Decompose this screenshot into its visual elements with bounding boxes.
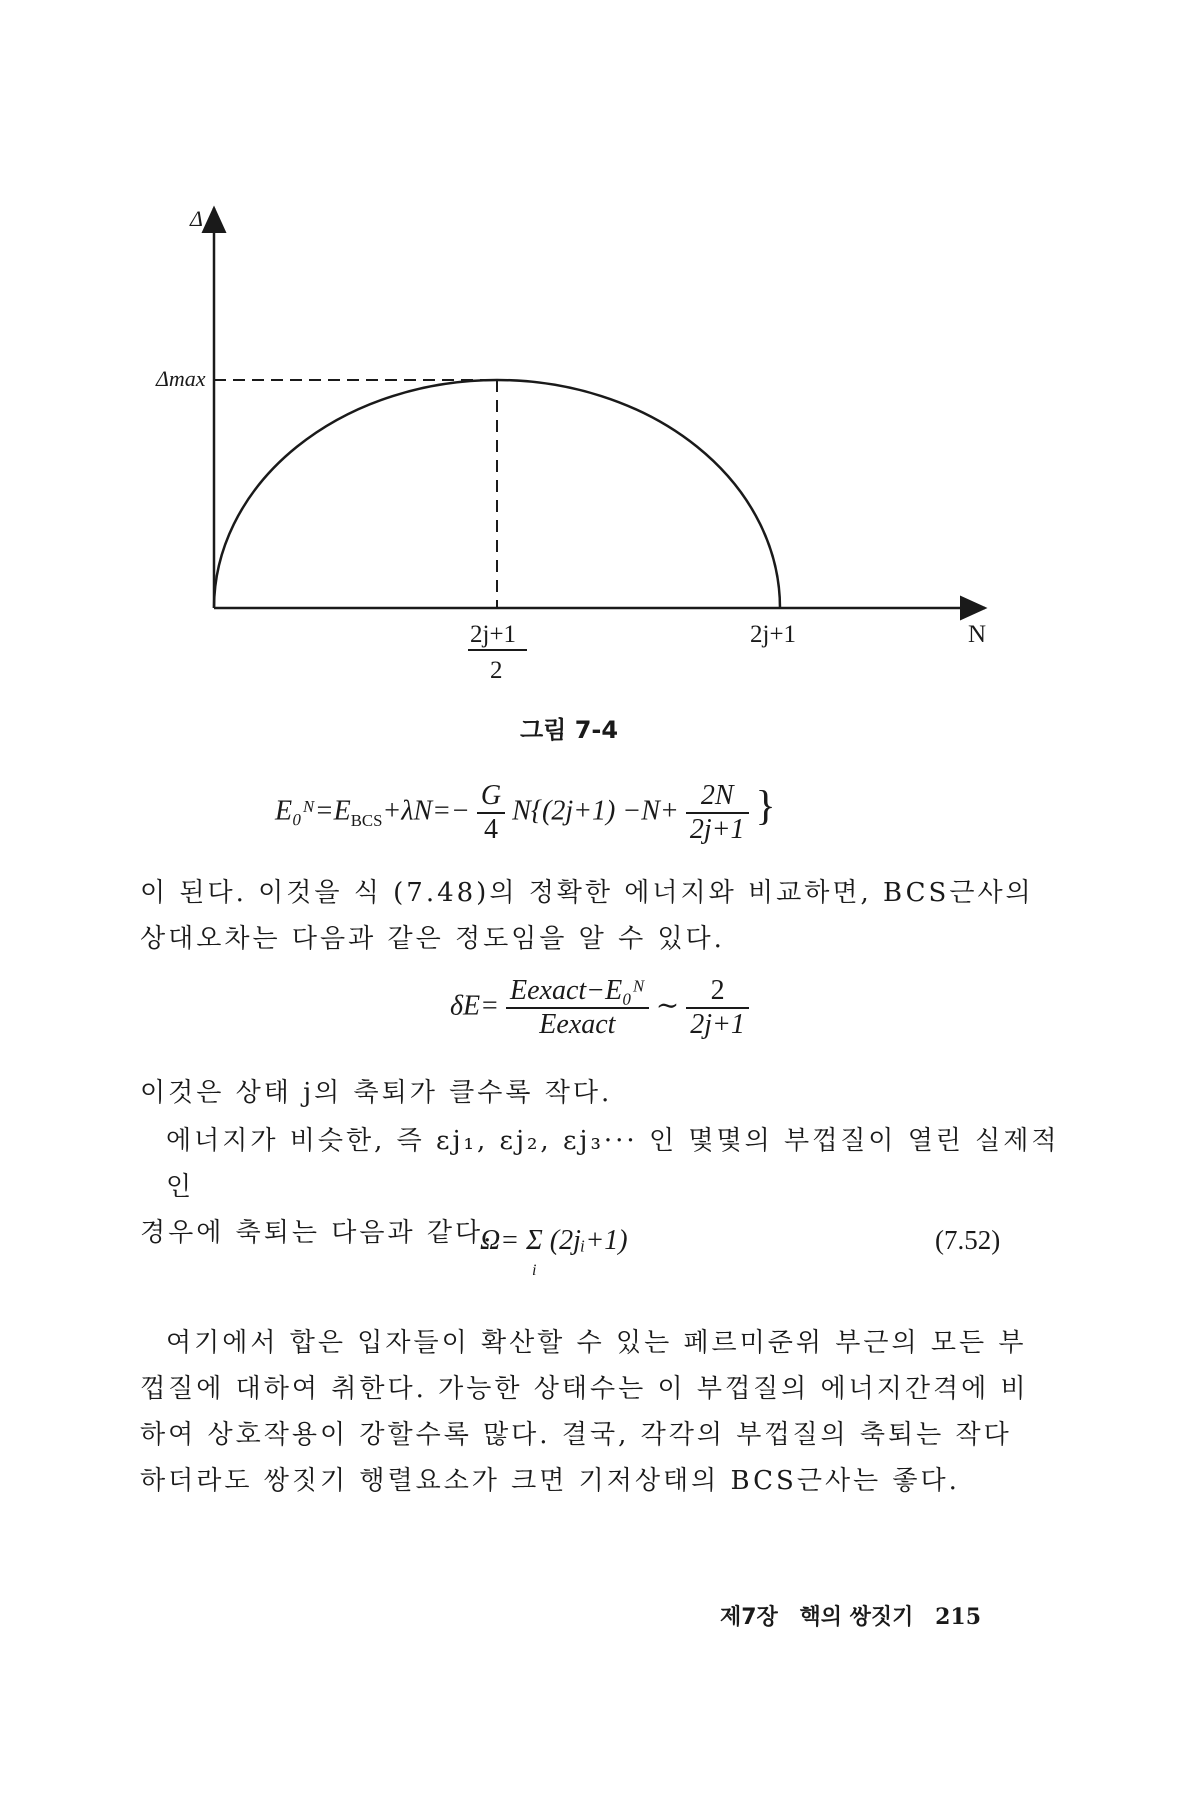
paragraph-4-line-1: 여기에서 합은 입자들이 확산할 수 있는 페르미준위 부근의 모든 부 [166, 1328, 1027, 1358]
eq1-bcs-subscript: BCS [350, 811, 383, 831]
page-footer [720, 1600, 981, 1631]
paragraph-4-line-3: 하여 상호작용이 강할수록 많다. 결국, 각각의 부껍질의 축퇴는 작다 [140, 1420, 1012, 1450]
figure-7-4 [150, 200, 1010, 680]
eq2-approx: ∼ [655, 990, 680, 1022]
figure-caption: 그림 7-4 [520, 716, 619, 744]
page-number: 215 [935, 1604, 982, 1630]
x-tick-mid-numerator: 2j+1 [470, 621, 517, 648]
x-axis-label: N [968, 621, 987, 648]
eq1-after-fraction: N{(2j+1) −N+ [512, 795, 679, 827]
equation-7-52 [480, 1225, 628, 1257]
eq2-fraction-exact: $\frac{\text{Eexact−E₀ᴺ}}{\text{Eexact}}$ [506, 975, 649, 1041]
eq3-expression: Ω= Σ (2jᵢ+1) [480, 1225, 628, 1256]
delta-curve [214, 380, 780, 608]
eq2-lhs: δE= [450, 990, 500, 1022]
y-max-label: Δmax [156, 366, 206, 391]
eq1-lhs: E₀ᴺ=E [275, 795, 351, 827]
eq2-fraction-2-over-2j1: $\frac{2}{2j+1}$ [686, 975, 749, 1041]
paragraph-1-line-2: 상대오차는 다음과 같은 정도임을 알 수 있다. [140, 924, 725, 954]
x-tick-mid-denominator: 2 [490, 657, 503, 680]
paragraph-3-line-2: 경우에 축퇴는 다음과 같다. [140, 1218, 495, 1248]
equation-bcs-energy [275, 780, 776, 846]
paragraph-4 [140, 1320, 1080, 1504]
equation-relative-error [450, 975, 749, 1041]
eq1-fraction-2n-over-2j1: $\frac{2N}{2j+1}$ [686, 780, 749, 846]
eq1-mid: +λN=− [382, 795, 470, 827]
eq1-fraction-g-over-4: $\frac{G}{4}$ [477, 780, 505, 846]
paragraph-3-line-1: 에너지가 비슷한, 즉 εj₁, εj₂, εj₃··· 인 몇몇의 부껍질이 열린 실제적인 [166, 1126, 1060, 1202]
y-axis-label: Δ [190, 206, 203, 231]
paragraph-4-line-4: 하더라도 쌍짓기 행렬요소가 크면 기저상태의 BCS근사는 좋다. [140, 1466, 960, 1496]
paragraph-4-line-2: 껍질에 대하여 취한다. 가능한 상태수는 이 부껍질의 에너지간격에 비 [140, 1374, 1029, 1404]
footer-title: 핵의 쌍짓기 [799, 1605, 914, 1630]
footer-chapter: 제7장 [720, 1605, 778, 1630]
equation-number-7-52: (7.52) [935, 1225, 1001, 1255]
eq1-close-brace: } [755, 783, 776, 830]
x-tick-end: 2j+1 [750, 621, 797, 648]
eq3-sum-index: i [532, 1262, 537, 1279]
paragraph-1-line-1: 이 된다. 이것을 식 (7.48)의 정확한 에너지와 비교하면, BCS근사의 [140, 878, 1034, 908]
paragraph-1 [140, 870, 1070, 962]
paragraph-2: 이것은 상태 j의 축퇴가 클수록 작다. [140, 1078, 613, 1108]
